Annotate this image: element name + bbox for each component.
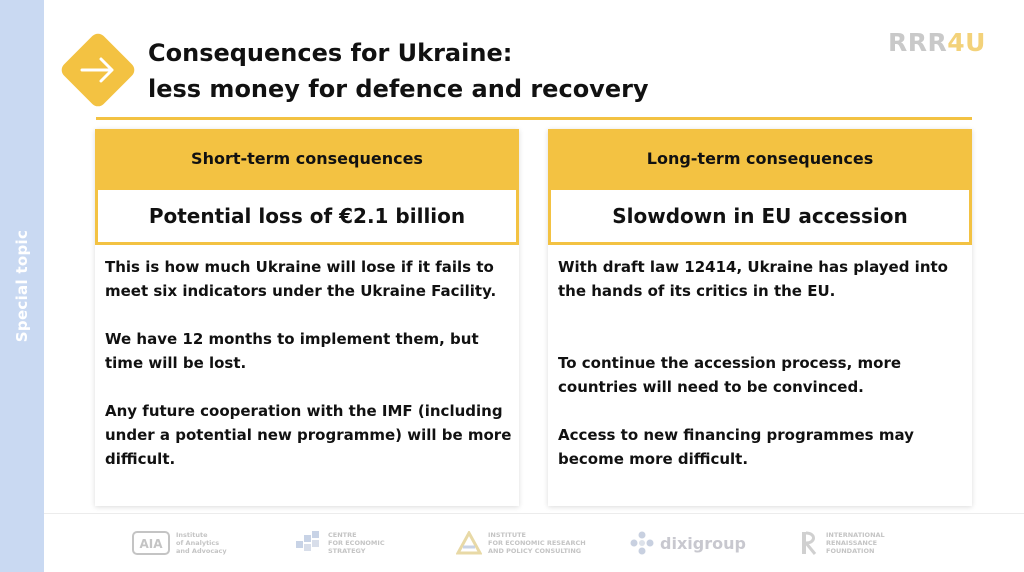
logo-line: RENAISSANCE [826,539,878,547]
logo-line: CENTRE [328,531,357,539]
ces-logo [296,526,385,560]
logo-line: and Advocacy [176,547,227,555]
logo-line: INSTITUTE [488,531,526,539]
dixigroup-logo-icon [630,531,654,555]
card-paragraph: Access to new financing programmes may become more difficult. [558,426,914,468]
card-heading: Short-term consequences [95,129,519,187]
ier-text [488,531,586,555]
logo-line: FOUNDATION [826,547,875,555]
dixigroup-logo [630,526,746,560]
aia-text [176,531,227,555]
dixigroup-name: dixigroup [660,533,746,553]
footer-divider [44,513,1024,514]
logo-line: AND POLICY CONSULTING [488,547,582,555]
side-strip [0,0,44,572]
title-line-1: Consequences for Ukraine: [148,39,513,67]
card-highlight: Potential loss of €2.1 billion [95,187,519,245]
logo-line: FOR ECONOMIC [328,539,385,547]
brand-logo [888,28,986,57]
card-body [105,255,513,495]
aia-logo [132,526,227,560]
card-paragraph: With draft law 12414, Ukraine has played into the hands of its critics in the EU. [558,258,948,300]
ier-logo-icon [456,531,482,555]
title-divider [96,117,972,120]
irf-logo [800,526,885,560]
brand-part-2: 4U [947,28,986,57]
title-line-2: less money for defence and recovery [148,75,649,103]
card-body [558,255,966,495]
aia-logo-icon [132,531,170,555]
logo-line: of Analytics [176,539,220,547]
card-paragraph: To continue the accession process, more countries will need to be convinced. [558,354,902,396]
irf-logo-icon [800,530,820,556]
logo-line: FOR ECONOMIC RESEARCH [488,539,586,547]
ces-logo-icon [296,531,322,555]
logo-line: STRATEGY [328,547,366,555]
ier-logo [456,526,586,560]
card-highlight: Slowdown in EU accession [548,187,972,245]
side-label: Special topic [13,229,31,343]
card-paragraph: This is how much Ukraine will lose if it fails to meet six indicators under the Ukraine Facility. [105,258,497,300]
aia-mark: AIA [139,537,163,551]
logo-line: Institute [176,531,208,539]
brand-part-1: RRR [888,28,948,57]
card-paragraph: Any future cooperation with the IMF (including under a potential new programme) will be more difficult. [105,402,512,468]
ces-text [328,531,385,555]
card-paragraph: We have 12 months to implement them, but time will be lost. [105,330,479,372]
logo-line: INTERNATIONAL [826,531,885,539]
irf-text [826,531,885,555]
arrow-right-icon [76,50,120,90]
slide-title [148,35,649,107]
card-heading: Long-term consequences [548,129,972,187]
short-term-card [95,129,519,506]
long-term-card [548,129,972,506]
